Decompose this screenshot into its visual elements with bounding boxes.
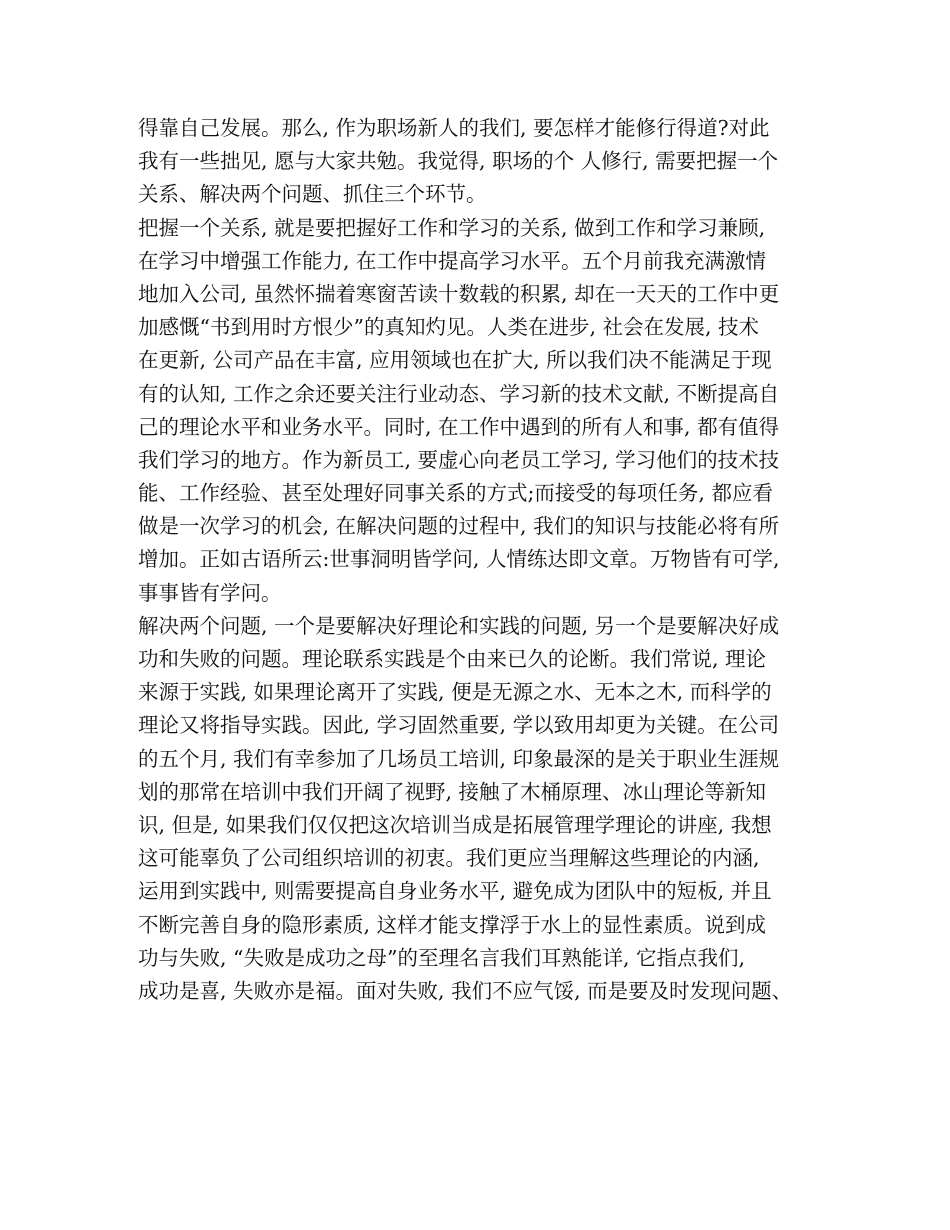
text-line: 有的认知, 工作之余还要关注行业动态、学习新的技术文献, 不断提高自 [138,381,780,406]
text-line: 识, 但是, 如果我们仅仅把这次培训当成是拓展管理学理论的讲座, 我想 [138,812,772,837]
text-line: 关系、解决两个问题、抓住三个环节。 [138,182,487,207]
text-line: 增加。正如古语所云:世事洞明皆学问, 人情练达即文章。万物皆有可学, [138,547,780,572]
text-line: 解决两个问题, 一个是要解决好理论和实践的问题, 另一个是要解决好成 [138,613,780,638]
text-line: 我们学习的地方。作为新员工, 要虚心向老员工学习, 学习他们的技术技 [138,447,780,472]
text-line: 加感慨“书到用时方恨少”的真知灼见。人类在进步, 社会在发展, 技术 [138,315,760,340]
text-line: 事事皆有学问。 [138,580,282,605]
text-line: 划的那常在培训中我们开阔了视野, 接触了木桶原理、冰山理论等新知 [138,779,767,804]
document-body [138,112,818,1008]
text-line: 把握一个关系, 就是要把握好工作和学习的关系, 做到工作和学习兼顾, [138,215,766,240]
text-line: 来源于实践, 如果理论离开了实践, 便是无源之水、无本之木, 而科学的 [138,680,772,705]
text-line: 功和失败的问题。理论联系实践是个由来已久的论断。我们常说, 理论 [138,647,767,671]
text-line: 功与失败, “失败是成功之母”的至理名言我们耳熟能详, 它指点我们, [138,945,746,970]
text-line: 这可能辜负了公司组织培训的初衷。我们更应当理解这些理论的内涵, [138,846,760,871]
text-line: 己的理论水平和业务水平。同时, 在工作中遇到的所有人和事, 都有值得 [138,414,780,439]
text-line: 我有一些拙见, 愿与大家共勉。我觉得, 职场的个 人修行, 需要把握一个 [138,149,779,174]
text-line: 在学习中增强工作能力, 在工作中提高学习水平。五个月前我充满激情 [138,248,767,273]
text-line: 做是一次学习的机会, 在解决问题的过程中, 我们的知识与技能必将有所 [138,514,780,539]
text-line: 地加入公司, 虽然怀揣着寒窗苦读十数载的积累, 却在一天天的工作中更 [138,281,780,306]
text-line: 运用到实践中, 则需要提高自身业务水平, 避免成为团队中的短板, 并且 [138,879,772,904]
text-line: 在更新, 公司产品在丰富, 应用领域也在扩大, 所以我们决不能满足于现 [138,348,772,373]
text-line: 理论又将指导实践。因此, 学习固然重要, 学以致用却更为关键。在公司 [138,713,780,738]
text-line: 能、工作经验、甚至处理好同事关系的方式;而接受的每项任务, 都应看 [138,481,773,506]
text-line: 不断完善自身的隐形素质, 这样才能支撑浮于水上的显性素质。说到成 [138,912,767,937]
text-line: 得靠自己发展。那么, 作为职场新人的我们, 要怎样才能修行得道?对此 [138,116,770,140]
text-line: 成功是喜, 失败亦是福。面对失败, 我们不应气馁, 而是要及时发现问题、 [138,978,793,1003]
text-line: 的五个月, 我们有幸参加了几场员工培训, 印象最深的是关于职业生涯规 [138,746,780,771]
